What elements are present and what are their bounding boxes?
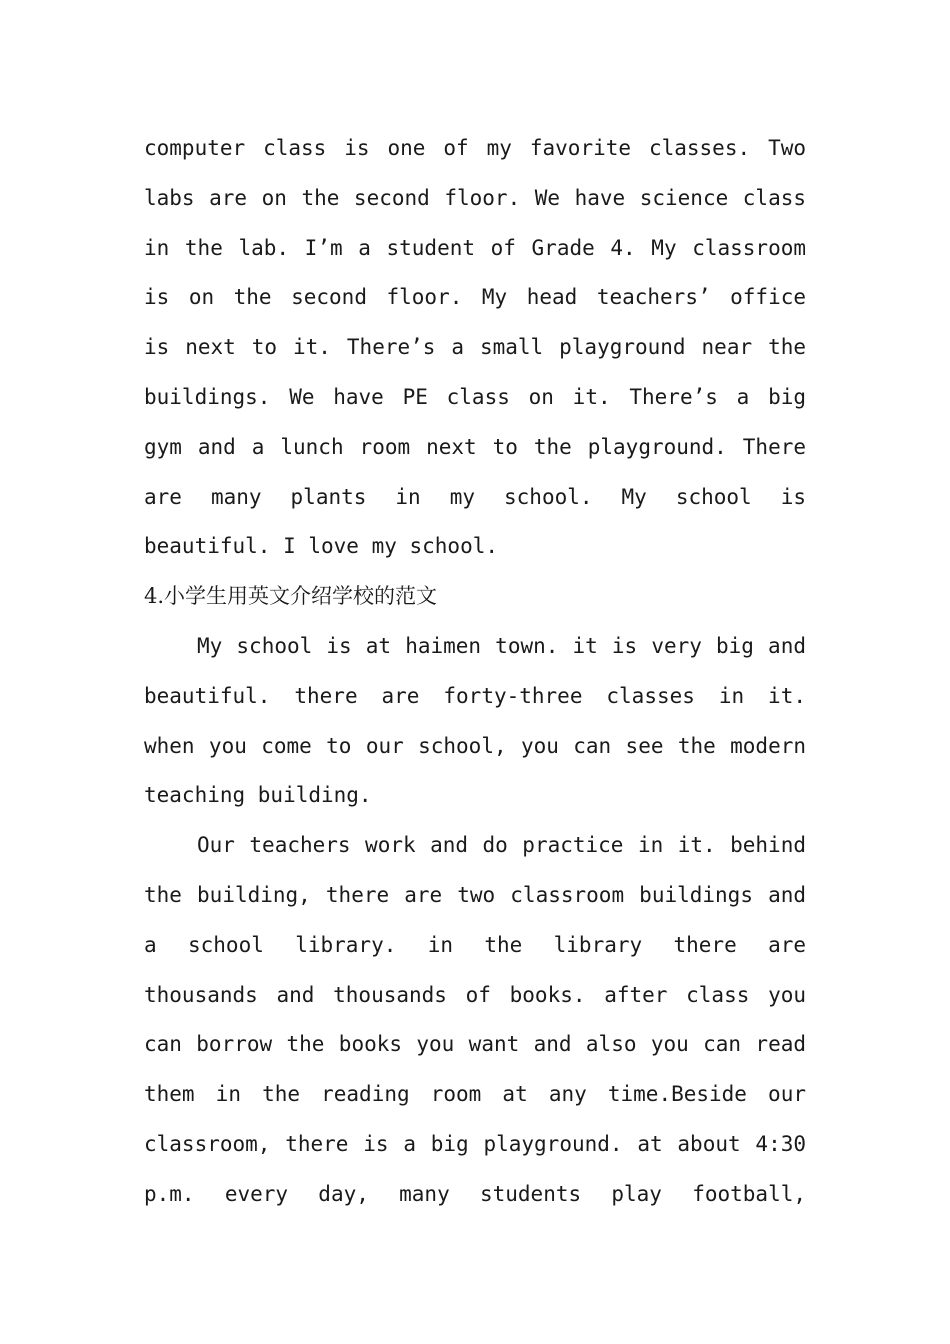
paragraph-2	[144, 821, 806, 1219]
text-line: is next to it. There’s a small playground near the	[144, 335, 806, 360]
text-line: is on the second floor. My head teachers’ office	[144, 285, 806, 310]
document-page	[144, 124, 806, 1220]
text-line: Our teachers work and do practice in it. behind	[197, 833, 806, 858]
text-line: them in the reading room at any time.Beside our	[144, 1082, 806, 1107]
text-line: gym and a lunch room next to the playground. There	[144, 434, 806, 459]
text-line: beautiful. there are forty-three classes in it.	[144, 683, 806, 708]
text-line: the building, there are two classroom buildings and	[144, 882, 806, 907]
text-line: are many plants in my school. My school is	[144, 484, 806, 509]
text-line: labs are on the second floor. We have science class	[144, 185, 806, 210]
section-heading: 4.小学生用英文介绍学校的范文	[144, 584, 438, 609]
paragraph-1	[144, 622, 806, 821]
text-line: My school is at haimen town. it is very big and	[197, 633, 806, 658]
text-line: a school library. in the library there are	[144, 932, 806, 957]
text-line: computer class is one of my favorite classes. Two	[144, 136, 806, 160]
intro-paragraph	[144, 124, 806, 572]
text-line: buildings. We have PE class on it. There’s a big	[144, 384, 806, 409]
text-line: p.m. every day, many students play football,	[144, 1181, 806, 1206]
text-line: teaching building.	[144, 783, 372, 808]
text-line: in the lab. I’m a student of Grade 4. My classroom	[144, 235, 806, 260]
text-line: can borrow the books you want and also you can read	[144, 1032, 806, 1057]
text-line: thousands and thousands of books. after class you	[144, 982, 806, 1007]
text-line: classroom, there is a big playground. at about 4:30	[144, 1131, 806, 1156]
text-line: when you come to our school, you can see the modern	[144, 733, 806, 758]
text-line: beautiful. I love my school.	[144, 534, 499, 559]
